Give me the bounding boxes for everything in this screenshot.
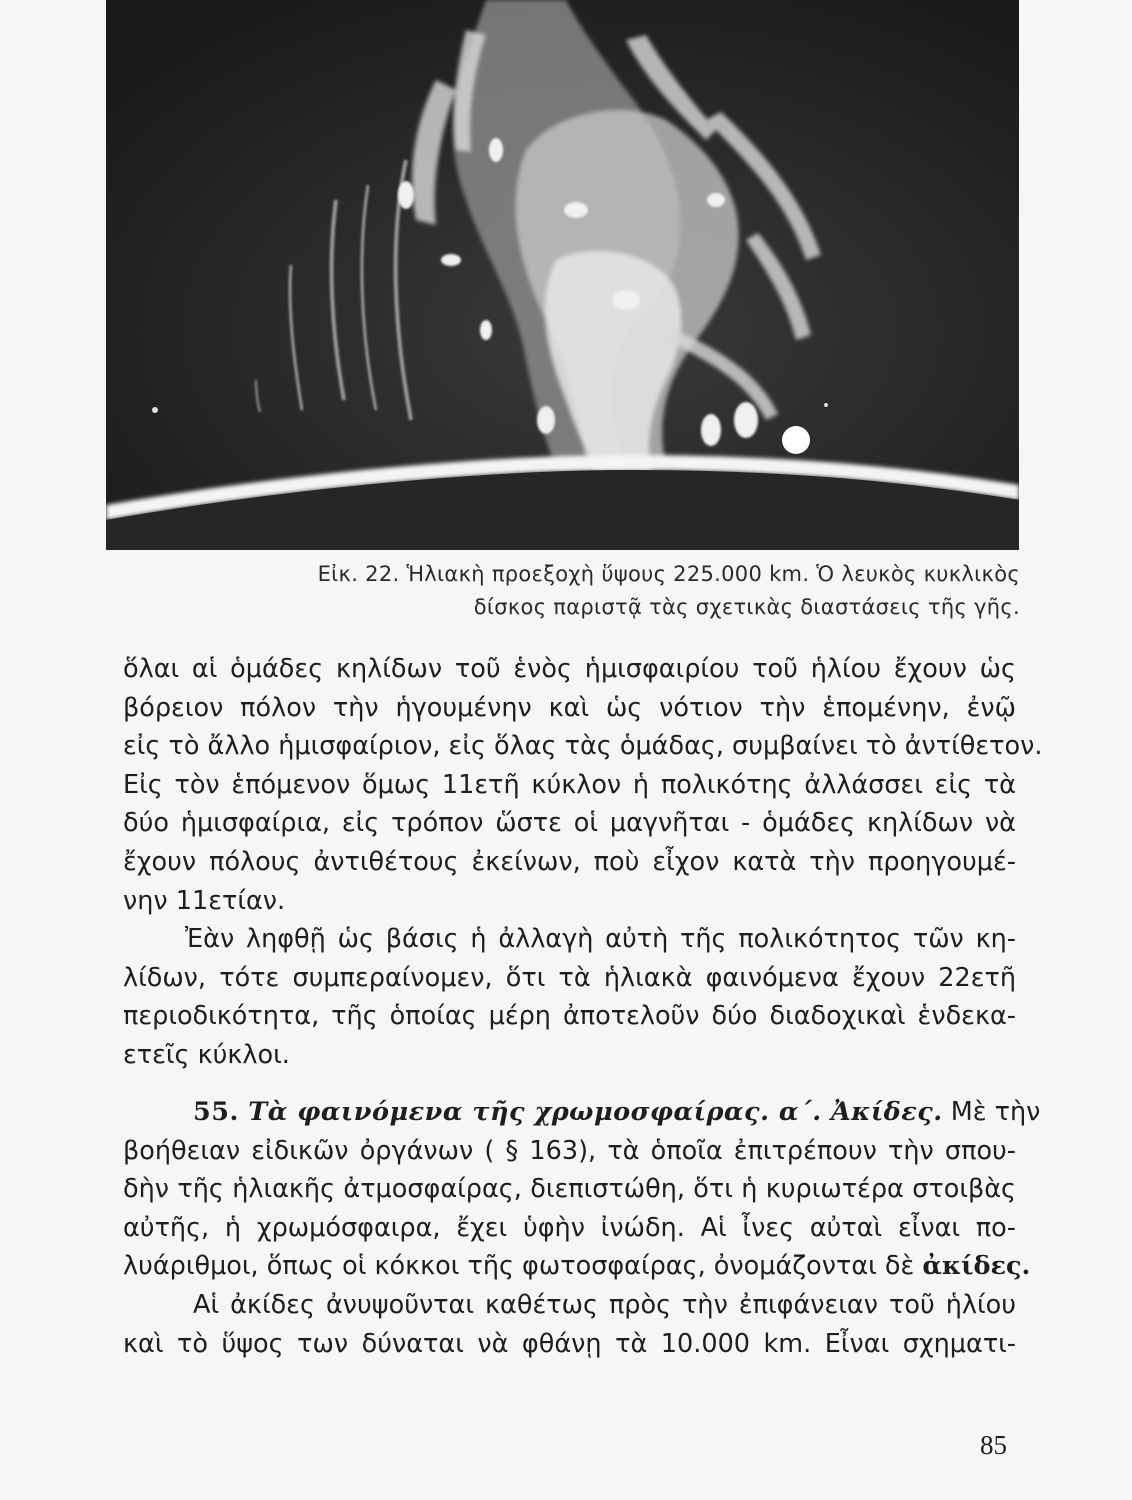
figure-caption	[260, 558, 1020, 624]
solar-prominence-figure	[106, 0, 1019, 550]
page-number: 85	[980, 1430, 1007, 1460]
paragraph-1-line: εἰς τὸ ἄλλο ἡμισφαίριον, εἰς ὅλας τὰς ὁμάδας, συμβαίνει τὸ ἀντίθετον.	[123, 731, 1043, 762]
caption-line-2: δίσκος παριστᾷ τὰς σχετικὰς διαστάσεις τῆς γῆς.	[473, 595, 1020, 619]
section-line-5-start: λυάριθμοι, ὅπως οἱ κόκκοι τῆς φωτοσφαίρας, ὀνομάζονται δὲ	[123, 1251, 915, 1282]
section-number: 55.	[193, 1097, 239, 1127]
section-55	[123, 1093, 1041, 1363]
paragraph-1-line: ἔχουν πόλους ἀντιθέτους ἐκείνων, ποὺ εἶχον κατὰ τὴν προηγουμέ-	[123, 846, 1016, 877]
paragraph-1-line: ὅλαι αἱ ὁμάδες κηλίδων τοῦ ἑνὸς ἡμισφαιρίου τοῦ ἡλίου ἔχουν ὡς	[123, 654, 1016, 684]
solar-prominence-photo	[106, 0, 1019, 550]
paragraph-1-line: δύο ἡμισφαίρια, εἰς τρόπον ὥστε οἱ μαγνῆται - ὁμάδες κηλίδων νὰ	[123, 808, 1016, 839]
paragraph-1-line: Εἰς τὸν ἑπόμενον ὅμως 11ετῆ κύκλον ἡ πολικότης ἀλλάσσει εἰς τὰ	[123, 769, 1016, 800]
section-heading	[193, 1097, 943, 1127]
paragraph-2-line: περιοδικότητα, τῆς ὁποίας μέρη ἀποτελοῦν δύο διαδοχικαὶ ἑνδεκα-	[123, 1001, 1016, 1032]
section-line: αὐτῆς, ἡ χρωμόσφαιρα, ἔχει ὑφὴν ἰνώδη. Αἱ ἶνες αὐταὶ εἶναι πο-	[123, 1212, 1016, 1243]
main-text	[123, 650, 1043, 1075]
paragraph-2-line: λίδων, τότε συμπεραίνομεν, ὅτι τὰ ἡλιακὰ φαινόμενα ἔχουν 22ετῆ	[123, 962, 1016, 993]
section-line: δὴν τῆς ἡλιακῆς ἀτμοσφαίρας, διεπιστώθη, ὅτι ἡ κυριωτέρα στοιβὰς	[123, 1174, 1016, 1205]
section-title: Τὰ φαινόμενα τῆς χρωμοσφαίρας. α΄. Ἀκίδες.	[248, 1097, 943, 1127]
term-akides: ἀκίδες.	[922, 1251, 1031, 1282]
section-line	[123, 1247, 1031, 1286]
caption-line-1: Εἰκ. 22. Ἡλιακὴ προεξοχὴ ὕψους 225.000 km. Ὁ λευκὸς κυκλικὸς	[317, 562, 1020, 586]
section-line: καὶ τὸ ὕψος των δύναται νὰ φθάνῃ τὰ 10.000 km. Εἶναι σχηματι-	[123, 1328, 1016, 1359]
section-line: βοήθειαν εἰδικῶν ὀργάνων ( § 163), τὰ ὁποῖα ἐπιτρέπουν τὴν σπου-	[123, 1135, 1016, 1166]
paragraph-2-line: ετεῖς κύκλοι.	[123, 1039, 290, 1070]
paragraph-1-line: νην 11ετίαν.	[123, 885, 286, 916]
earth-disk-icon	[782, 426, 810, 454]
paragraph-1-line: βόρειον πόλον τὴν ἡγουμένην καὶ ὡς νότιον τὴν ἑπομένην, ἐνῷ	[123, 692, 1016, 723]
section-line: Αἱ ἀκίδες ἀνυψοῦνται καθέτως πρὸς τὴν ἐπιφάνειαν τοῦ ἡλίου	[193, 1289, 1016, 1320]
section-heading-line	[123, 1093, 1041, 1132]
paragraph-2-line: Ἐὰν ληφθῇ ὡς βάσις ἡ ἀλλαγὴ αὐτὴ τῆς πολικότητος τῶν κη-	[185, 924, 1016, 955]
section-line-1-rest: Μὲ τὴν	[950, 1097, 1041, 1127]
